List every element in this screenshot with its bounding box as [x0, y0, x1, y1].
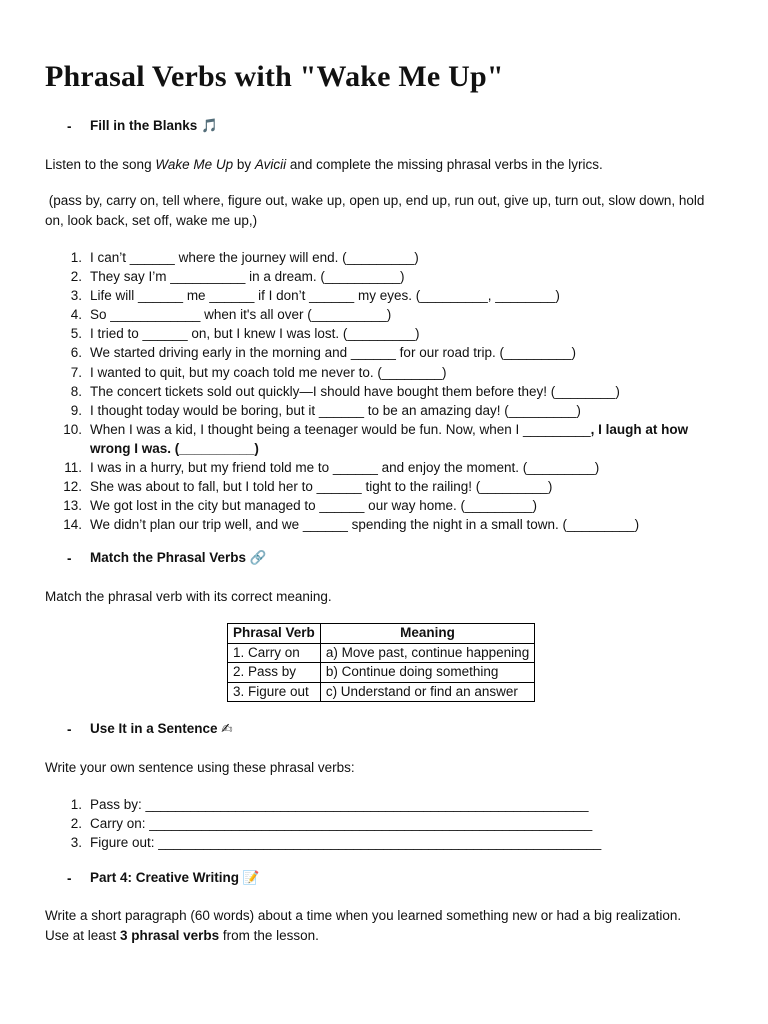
table-cell: a) Move past, continue happening — [320, 643, 534, 663]
creative-instructions — [45, 906, 705, 946]
table-row — [228, 663, 535, 683]
table-cell: c) Understand or find an answer — [320, 682, 534, 702]
list-item: 13. We got lost in the city but managed to ______ our way home. (_________) — [63, 498, 538, 514]
list-item: 10. When I was a kid, I thought being a teenager would be fun. Now, when I _________, I laugh at how wrong I was. (__________) — [63, 421, 689, 456]
table-cell: 3. Figure out — [228, 682, 321, 702]
creative-intro-rest: from the lesson. — [219, 928, 319, 943]
list-item: 11. I was in a hurry, but my friend told me to ______ and enjoy the moment. (_________) — [64, 460, 600, 476]
list-item: 2. Carry on: ___________________________________________________________ — [70, 816, 593, 832]
section-fill-heading — [67, 118, 218, 134]
sentence-instructions: Write your own sentence using these phrasal verbs: — [45, 760, 355, 775]
creative-intro-text: Write a short paragraph (60 words) about a time when you learned something new or had a big realization. Use at least — [45, 908, 682, 943]
section-match-heading — [67, 550, 267, 566]
list-item: 3. Life will ______ me ______ if I don’t ______ my eyes. (_________, ________) — [70, 288, 560, 304]
list-item: 5. I tried to ______ on, but I knew I was lost. (_________) — [70, 326, 420, 342]
list-item: 2. They say I’m __________ in a dream. (__________) — [70, 269, 405, 285]
section-sentence-label: Use It in a Sentence ✍ — [90, 721, 233, 736]
section-creative-label: Part 4: Creative Writing 📝 — [90, 870, 260, 885]
column-header: Meaning — [320, 624, 534, 644]
section-match-label: Match the Phrasal Verbs 🔗 — [90, 550, 267, 565]
bullet-dash: - — [67, 118, 72, 134]
section-sentence-heading — [67, 721, 233, 737]
list-item: 4. So ____________ when it's all over (__________) — [70, 307, 392, 323]
table-cell: 1. Carry on — [228, 643, 321, 663]
list-item: 7. I wanted to quit, but my coach told me never to. (________) — [70, 364, 447, 380]
table-cell: 2. Pass by — [228, 663, 321, 683]
fill-intro-by: by — [233, 157, 255, 172]
list-item: 14. We didn’t plan our trip well, and we ______ spending the night in a small town. (_________) — [63, 517, 640, 533]
section-fill-label: Fill in the Blanks 🎵 — [90, 118, 218, 133]
bullet-dash: - — [67, 870, 72, 886]
fill-intro-rest: and complete the missing phrasal verbs in the lyrics. — [286, 157, 603, 172]
list-item: 12. She was about to fall, but I told her to ______ tight to the railing! (_________) — [63, 479, 553, 495]
table-row — [228, 682, 535, 702]
page-title: Phrasal Verbs with "Wake Me Up" — [45, 60, 504, 93]
list-item: 1. I can’t ______ where the journey will end. (_________) — [70, 250, 419, 265]
bullet-dash: - — [67, 550, 72, 566]
list-item: 6. We started driving early in the morning and ______ for our road trip. (_________) — [70, 345, 577, 361]
list-item: 9. I thought today would be boring, but it ______ to be an amazing day! (_________) — [70, 402, 581, 418]
section-creative-heading — [67, 870, 260, 886]
fill-list — [45, 248, 705, 534]
column-header: Phrasal Verb — [228, 624, 321, 644]
table-row — [228, 643, 535, 663]
fill-instructions — [45, 155, 705, 175]
fill-intro-text: Listen to the song — [45, 157, 156, 172]
word-bank: (pass by, carry on, tell where, figure out, wake up, open up, end up, run out, give up, turn out, slow down, hold on, look back, set off, wake me up,) — [45, 193, 709, 228]
table-header-row — [228, 624, 535, 644]
match-table — [227, 623, 535, 702]
list-item: 1. Pass by: ___________________________________________________________ — [70, 797, 589, 812]
list-item: 3. Figure out: ___________________________________________________________ — [70, 835, 602, 851]
match-instructions: Match the phrasal verb with its correct meaning. — [45, 589, 332, 604]
artist-name: Avicii — [254, 157, 287, 172]
table-cell: b) Continue doing something — [320, 663, 534, 683]
creative-intro-bold: 3 phrasal verbs — [120, 928, 220, 943]
bullet-dash: - — [67, 721, 72, 737]
list-item: 8. The concert tickets sold out quickly—I should have bought them before they! (________) — [70, 383, 620, 399]
sentence-list — [45, 795, 705, 852]
song-title: Wake Me Up — [155, 157, 234, 172]
